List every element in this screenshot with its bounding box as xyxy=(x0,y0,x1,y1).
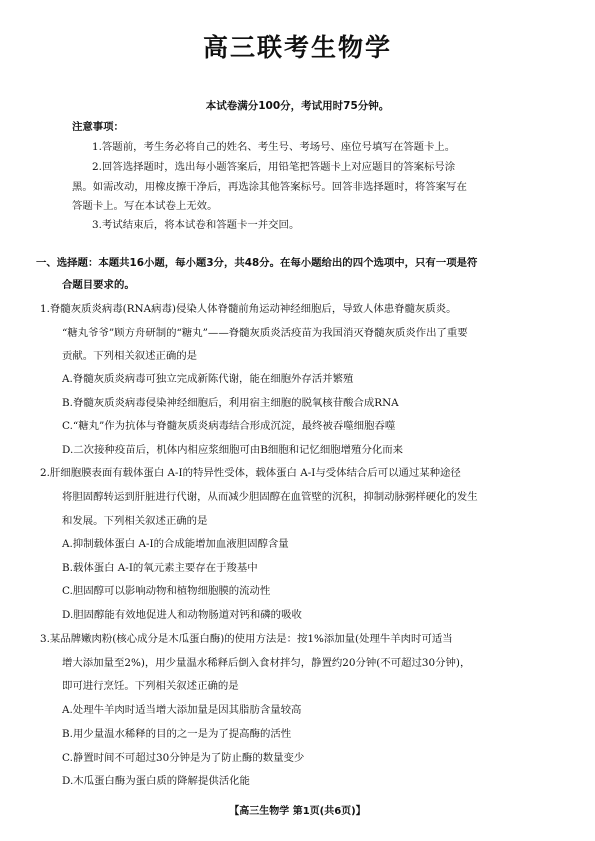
option-d: D.胆固醇能有效地促进人和动物肠道对钙和磷的吸收 xyxy=(62,609,302,621)
question-stem-line: “糖丸爷爷”顾方舟研制的“糖丸”——脊髓灰质炎活疫苗为我国消灭脊髓灰质炎作出了重要 xyxy=(62,327,468,339)
option-c: C.静置时间不可超过30分钟是为了防止酶的数量变少 xyxy=(62,752,305,764)
question-stem-line: 3.某品牌嫩肉粉(核心成分是木瓜蛋白酶)的使用方法是：按1%添加量(处理牛羊肉时可适当 xyxy=(40,633,453,645)
notice-line: 答题卡上。写在本试卷上无效。 xyxy=(72,200,218,212)
exam-info: 本试卷满分100分，考试用时75分钟。 xyxy=(205,100,390,112)
question-stem-line: 1.脊髓灰质炎病毒(RNA病毒)侵染人体脊髓前角运动神经细胞后，导致人体患脊髓灰质炎。 xyxy=(40,303,457,315)
question-stem-line: 贡献。下列相关叙述正确的是 xyxy=(62,350,198,362)
section-heading-line: 合题目要求的。 xyxy=(62,279,135,291)
page-footer: 【高三生物学 第1页(共6页)】 xyxy=(229,806,366,817)
question-stem-line: 即可进行烹饪。下列相关叙述正确的是 xyxy=(62,680,239,692)
notice-line: 黑。如需改动，用橡皮擦干净后，再选涂其他答案标号。回答非选择题时，将答案写在 xyxy=(72,181,467,193)
notice-line: 1.答题前，考生务必将自己的姓名、考生号、考场号、座位号填写在答题卡上。 xyxy=(92,141,456,153)
notice-line: 3.考试结束后，将本试卷和答题卡一并交回。 xyxy=(92,219,300,231)
option-a: A.抑制载体蛋白 A-I的合成能增加血液胆固醇含量 xyxy=(62,538,289,550)
option-d: D.二次接种疫苗后，机体内相应浆细胞可由B细胞和记忆细胞增殖分化而来 xyxy=(62,444,404,456)
option-d: D.木瓜蛋白酶为蛋白质的降解提供活化能 xyxy=(62,775,250,787)
option-c: C.胆固醇可以影响动物和植物细胞膜的流动性 xyxy=(62,585,271,597)
option-b: B.用少量温水稀释的目的之一是为了提高酶的活性 xyxy=(62,728,292,740)
page-title: 高三联考生物学 xyxy=(202,33,392,62)
notice-line: 2.回答选择题时，选出每小题答案后，用铅笔把答题卡上对应题目的答案标号涂 xyxy=(92,161,456,173)
question-stem-line: 2.肝细胞膜表面有载体蛋白 A-I的特异性受体，载体蛋白 A-I与受体结合后可以通过某种途径 xyxy=(40,467,461,479)
question-stem-line: 将胆固醇转运到肝脏进行代谢，从而减少胆固醇在血管壁的沉积，抑制动脉粥样硬化的发生 xyxy=(62,491,478,503)
question-stem-line: 和发展。下列相关叙述正确的是 xyxy=(62,515,208,527)
option-a: A.脊髓灰质炎病毒可独立完成新陈代谢，能在细胞外存活并繁殖 xyxy=(62,373,354,385)
option-a: A.处理牛羊肉时适当增大添加量是因其脂肪含量较高 xyxy=(62,704,302,716)
section-heading-line: 一、选择题：本题共16小题，每小题3分，共48分。在每小题给出的四个选项中，只有一项是符 xyxy=(36,257,478,269)
notice-heading: 注意事项： xyxy=(72,121,124,133)
question-stem-line: 增大添加量至2%)，用少量温水稀释后倒入食材拌匀，静置约20分钟(不可超过30分钟)， xyxy=(62,657,471,669)
option-c: C.“糖丸”作为抗体与脊髓灰质炎病毒结合形成沉淀，最终被吞噬细胞吞噬 xyxy=(62,420,396,432)
option-b: B.载体蛋白 A-I的氧元素主要存在于羧基中 xyxy=(62,562,258,574)
option-b: B.脊髓灰质炎病毒侵染神经细胞后，利用宿主细胞的脱氧核苷酸合成RNA xyxy=(62,397,399,409)
